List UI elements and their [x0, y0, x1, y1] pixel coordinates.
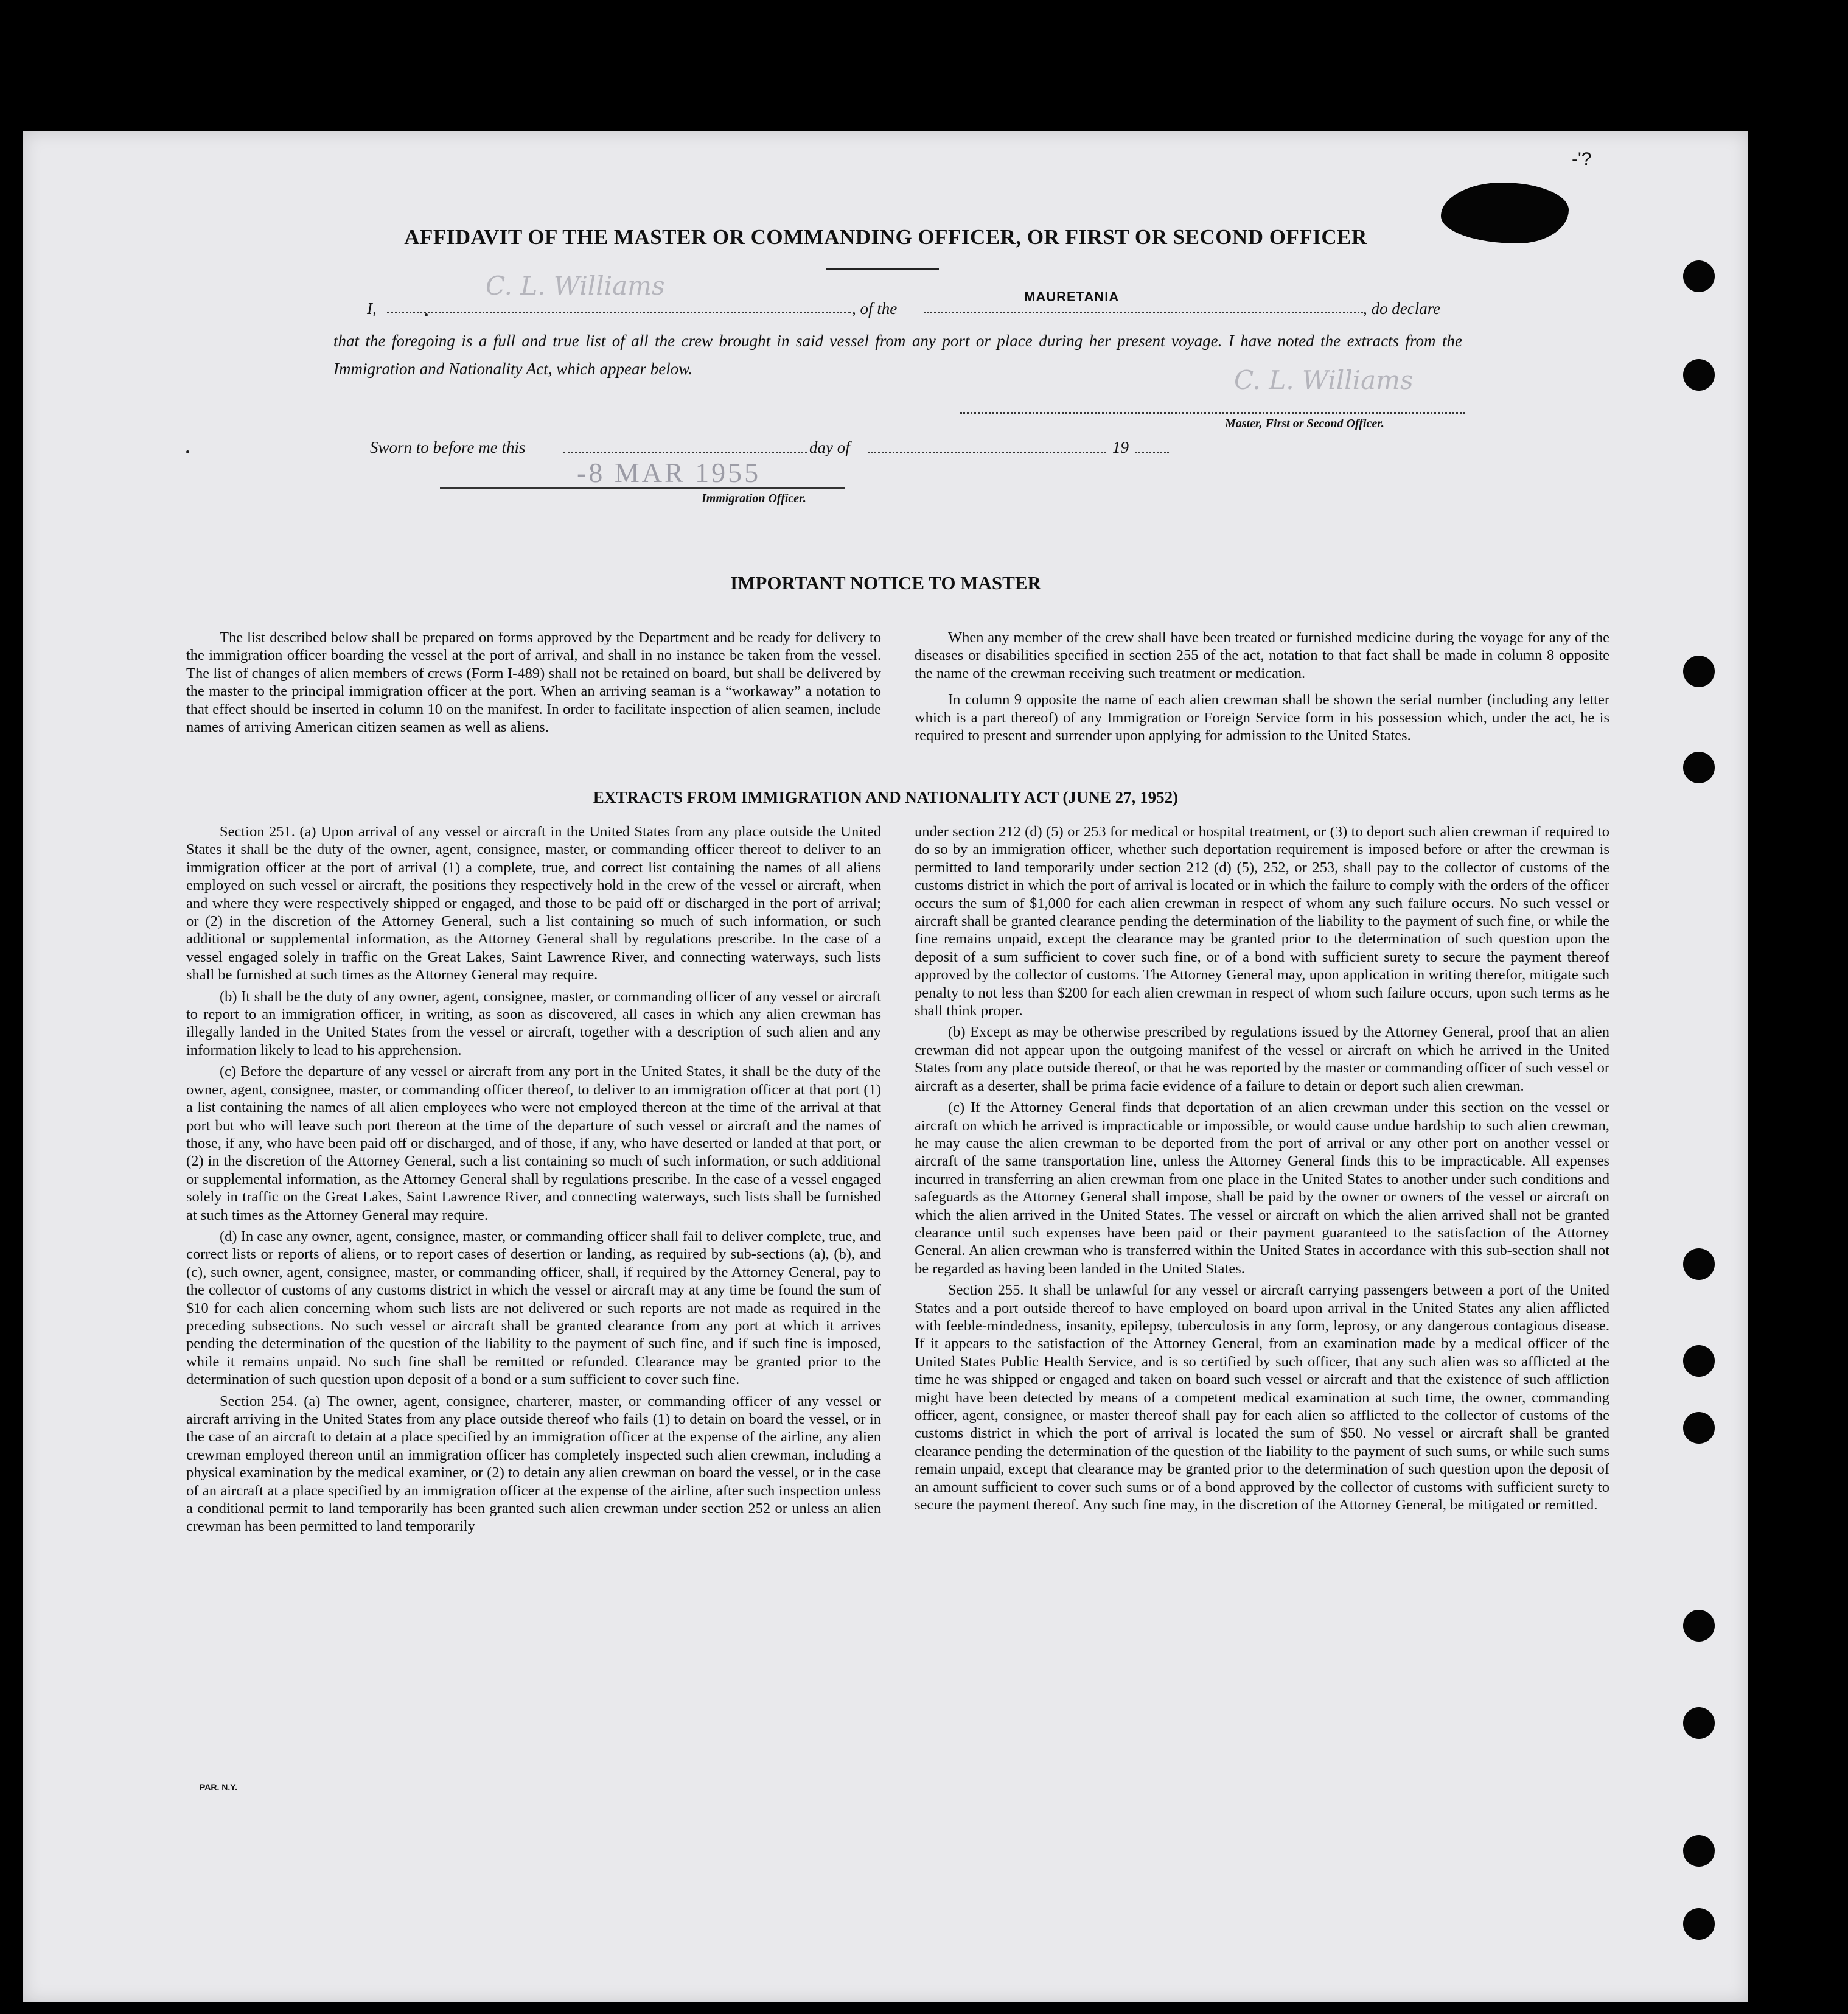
- act-paragraph: (d) In case any owner, agent, consignee, master, or commanding officer shall fail to deliver complete, true, and correct lists or reports of aliens, or to report cases of desertion or landing, as required by sub-sections (a), (b), and (c), such owner, agent, consignee, master, or commanding officer, shall, if required by the Attorney General, pay to the collector of customs of any customs district in which the vessel or aircraft may at any time be found the sum of $10 for each alien concerning whom such lists are not delivered or such reports are not made as required in the preceding subsections. No such vessel or aircraft shall be granted clearance from any port at which it arrives pending the determination of the question of the liability to the payment of such fine, and if such fine is imposed, while it remains unpaid. No such fine shall be remitted or refunded. Clearance may be granted prior to the determination of such question upon deposit of a bond or a sum sufficient to cover such fine.: [186, 1228, 881, 1388]
- act-paragraph: (c) If the Attorney General finds that deportation of an alien crewman under this section on the vessel or aircraft on which he arrived is impracticable or impossible, or would cause undue hardship to such alien crewman, he may cause the alien crewman to be deported from the port of arrival or any other port on another vessel or aircraft of the same transportation line, unless the Attorney General finds this to be impracticable. All expenses incurred in transferring an alien crewman from one place in the United States to another under such conditions and safeguards as the Attorney General shall impose, shall be paid by the owner or owners of the vessel or aircraft on which the alien arrived in the United States. The vessel or aircraft on which the alien arrived shall not be granted clearance until such expenses have been paid or their payment guaranteed to the satisfaction of the Attorney General. An alien crewman who is transferred within the United States in accordance with this sub-section shall not be regarded as having been landed in the United States.: [915, 1099, 1609, 1277]
- officer-line: [440, 487, 845, 489]
- punch-hole: [1683, 1908, 1715, 1940]
- title-rule: [826, 268, 939, 270]
- act-paragraph: Section 255. It shall be unlawful for any vessel or aircraft carrying passengers between a port of the United States and a port outside thereof to have employed on board upon arrival in the United States any alien afflicted with feeble-mindedness, insanity, epilepsy, tuberculosis in any form, leprosy, or any dangerous contagious disease. If it appears to the satisfaction of the Attorney General, from an examination made by a medical officer of the United States Public Health Service, and is so certified by such officer, that any such alien was so afflicted at the time he was shipped or engaged and taken on board such vessel or aircraft and that the existence of such affliction might have been detected by means of a competent medical examination at such time, the owner, commanding officer, agent, consignee, or master thereof shall pay for each alien so afflicted to the collector of customs of the customs district in which the port of arrival is located the sum of $50. No vessel or aircraft shall be granted clearance pending the determination of the question of the liability to the payment of such sums, or while such sums remain unpaid, except that clearance may be granted prior to the determination of such question upon the deposit of an amount sufficient to cover such sums or of a bond approved by the collector of customs with sufficient surety to secure the payment thereof. Any such fine may, in the discretion of the Attorney General, be mitigated or remitted.: [915, 1282, 1609, 1514]
- sworn-month-line: [868, 452, 1106, 453]
- punch-hole: [1683, 1835, 1715, 1867]
- sworn-year: 19: [1112, 438, 1129, 456]
- speck: [425, 313, 428, 316]
- notice-paragraph: In column 9 opposite the name of each alien crewman shall be shown the serial number (including any letter which is a part thereof) of any Immigration or Foreign Service form in his possession which, under the act, he is required to present and surrender upon applying for admission to the United States.: [915, 691, 1609, 744]
- act-paragraph: Section 251. (a) Upon arrival of any vessel or aircraft in the United States from any place outside the United States it shall be the duty of the owner, agent, consignee, master, or commanding officer thereof to deliver to an immigration officer at the port of arrival (1) a complete, true, and correct list containing the names of all aliens employed on such vessel or aircraft, the positions they respectively hold in the crew of the vessel or aircraft, when and where they were respectively shipped or engaged, and those to be paid off or discharged in the port of arrival; or (2) in the discretion of the Attorney General, such a list containing so much of such information, or such additional or supplemental information, as the Attorney General shall by regulations prescribe. In the case of a vessel engaged solely in traffic on the Great Lakes, Saint Lawrence River, and connecting waterways, such lists shall be furnished at such times as the Attorney General may require.: [186, 823, 881, 984]
- extracts-right-column: [915, 823, 1609, 1517]
- act-paragraph: Section 254. (a) The owner, agent, consignee, charterer, master, or commanding officer of any vessel or aircraft arriving in the United States from any place outside thereof who fails (1) to detain on board the vessel, or in the case of an aircraft to detain at a place specified by an immigration officer at the expense of the airline, any alien crewman employed thereon until an immigration officer has completely inspected such alien crewman, including a physical examination by the medical examiner, or (2) to detain any alien crewman on board the vessel, or in the case of an aircraft at a place specified by an immigration officer at the expense of the airline, after such inspection unless a conditional permit to land temporarily has been granted such alien crewman under section 252 or unless an alien crewman has been permitted to land temporarily: [186, 1393, 881, 1535]
- printer-mark: PAR. N.Y.: [200, 1782, 237, 1792]
- punch-hole: [1683, 1610, 1715, 1642]
- extracts-left-column: [186, 823, 881, 1539]
- officer-caption: Immigration Officer.: [702, 492, 806, 505]
- sworn-day-line: [563, 452, 807, 453]
- declare-mid: , of the: [852, 299, 898, 318]
- sworn-prefix: Sworn to before me this: [370, 438, 526, 456]
- master-caption: Master, First or Second Officer.: [1225, 417, 1384, 430]
- vessel-name: MAURETANIA: [1024, 289, 1120, 304]
- vessel-line: [924, 312, 1363, 313]
- date-stamp: -8 MAR 1955: [577, 457, 761, 488]
- declare-suffix: , do declare: [1363, 299, 1441, 318]
- punch-hole: [1683, 1707, 1715, 1739]
- declaration-text: that the foregoing is a full and true list of all the crew brought in said vessel from any port or place during her present voyage. I have noted the extracts from the Immigration and Nationality Act, which appear below.: [333, 332, 1462, 378]
- notice-left-column: [186, 629, 881, 740]
- notice-title: IMPORTANT NOTICE TO MASTER: [730, 572, 1041, 593]
- punch-hole: [1683, 1412, 1715, 1444]
- act-paragraph: (b) Except as may be otherwise prescribed by regulations issued by the Attorney General, proof that an alien crewman did not appear upon the outgoing manifest of the vessel or aircraft on which he arrived in the United States from any place outside thereof, or that he was reported by the master or commanding officer of such vessel or aircraft as a deserter, shall be prima facie evidence of a failure to detain or deport such alien crewman.: [915, 1024, 1609, 1094]
- punch-hole: [1683, 359, 1715, 391]
- sworn-day: day of: [809, 438, 850, 456]
- act-paragraph: (c) Before the departure of any vessel or aircraft from any port in the United States, it shall be the duty of the owner, agent, consignee, master, or commanding officer thereof, to deliver to an immigration officer at that port (1) a list containing the names of all alien employees who were not employed thereon at the time of the arrival at that port but who will leave such port thereon at the time of the departure of such vessel or aircraft and the names of those, if any, who have been paid off or discharged, and of those, if any, who have deserted or landed at that port, or (2) in the discretion of the Attorney General, such a list containing so much of such information, or such additional or supplemental information, as the Attorney General shall by regulations prescribe. In the case of a vessel engaged solely in traffic on the Great Lakes, Saint Lawrence River, and connecting waterways, such lists shall be furnished at such times as the Attorney General may require.: [186, 1063, 881, 1223]
- punch-hole: [1683, 1248, 1715, 1280]
- extracts-title: EXTRACTS FROM IMMIGRATION AND NATIONALITY ACT (JUNE 27, 1952): [593, 788, 1179, 806]
- signature-name: C. L. Williams: [486, 271, 665, 301]
- speck: [186, 450, 189, 453]
- notice-right-column: [915, 629, 1609, 748]
- punch-hole: [1683, 1345, 1715, 1377]
- corner-mark: -'?: [1572, 149, 1592, 169]
- affidavit-title: AFFIDAVIT OF THE MASTER OR COMMANDING OFFICER, OR FIRST OR SECOND OFFICER: [404, 225, 1367, 249]
- punch-hole: [1683, 752, 1715, 783]
- act-paragraph: (b) It shall be the duty of any owner, agent, consignee, master, or commanding officer of any vessel or aircraft to report to an immigration officer, in writing, as soon as discovered, all cases in which any alien crewman has illegally landed in the United States from the vessel or aircraft, together with a description of such alien and any information likely to lead to his apprehension.: [186, 988, 881, 1058]
- declare-prefix: I,: [367, 299, 377, 318]
- punch-hole: [1683, 656, 1715, 687]
- name-line: [387, 312, 851, 313]
- act-paragraph: under section 212 (d) (5) or 253 for medical or hospital treatment, or (3) to deport such alien crewman if required to do so by an immigration officer, whether such deportation requirement is imposed before or after the crewman is permitted to land temporarily under section 212 (d) (5), 252, or 253, shall pay to the collector of customs of the customs district in which the port of arrival is located or in which the failure to comply with the orders of the officer occurs the sum of $1,000 for each alien crewman in respect of whom any such failure occurs. No such vessel or aircraft shall be granted clearance pending the determination of the liability to the payment of such fine, or while the fine remains unpaid, except the clearance may be granted prior to the determination of such question upon the deposit of a sum sufficient to cover such fine, or of a bond with sufficient surety to secure the payment thereof approved by the collector of customs. The Attorney General may, upon application in writing therefor, mitigate such penalty to not less than $200 for each alien crewman in respect of whom such failure occurs, upon such terms as he shall think proper.: [915, 823, 1609, 1019]
- notice-paragraph: The list described below shall be prepared on forms approved by the Department and be ready for delivery to the immigration officer boarding the vessel at the port of arrival, and shall in no instance be taken from the vessel. The list of changes of alien members of crews (Form I-489) shall not be retained on board, but shall be delivered by the master to the principal immigration officer at the port. When an arriving seaman is a “workaway” a notation to that effect should be inserted in column 10 on the manifest. In order to facilitate inspection of alien seamen, include names of arriving American citizen seamen as well as aliens.: [186, 629, 881, 736]
- punch-hole: [1683, 260, 1715, 292]
- master-signature: C. L. Williams: [1234, 365, 1414, 395]
- master-line: [960, 412, 1465, 414]
- document-page: [23, 131, 1748, 2002]
- notice-paragraph: When any member of the crew shall have been treated or furnished medicine during the voyage for any of the diseases or disabilities specified in section 255 of the act, notation to that fact shall be made in column 8 opposite the name of the crewman receiving such treatment or medication.: [915, 629, 1609, 682]
- sworn-year-line: [1135, 452, 1169, 453]
